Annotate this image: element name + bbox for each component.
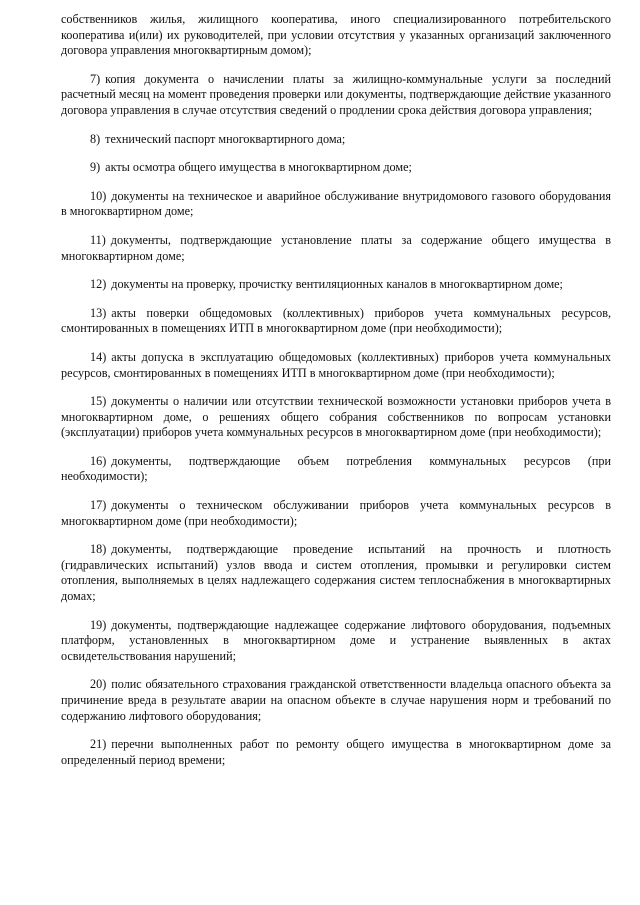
item-text: документы, подтверждающие объем потребления коммунальных ресурсов (при необходимости); — [61, 453, 611, 484]
item-number: 12) — [90, 277, 107, 292]
item-text: документы на техническое и аварийное обслуживание внутридомового газового оборудования в многоквартирном доме; — [61, 188, 611, 219]
item-text: перечни выполненных работ по ремонту общего имущества в многоквартирном доме за определенный период времени; — [61, 737, 611, 767]
item-number: 20) — [90, 677, 107, 692]
item-number: 13) — [90, 305, 107, 320]
item-number: 21) — [90, 737, 107, 752]
item-text: полис обязательного страхования гражданской ответственности владельца опасного объекта за причинение вреда в результате аварии на опасном объекте в случае нарушения норм и требований по содержанию лифтового оборудования; — [61, 677, 611, 723]
list-item-13 — [61, 306, 611, 337]
paragraph-text: собственников жилья, жилищного кооператива, иного специализированного потребительского кооператива и(или) их руководителей, при условии отсутствия у указанных организаций заключенного договора управления многоквартирным домом); — [61, 12, 611, 58]
item-text: документы, подтверждающие установление платы за содержание общего имущества в многоквартирном доме; — [61, 232, 611, 263]
item-number: 14) — [90, 349, 107, 364]
list-item-18 — [61, 542, 611, 604]
item-number: 9) — [90, 160, 101, 175]
item-text: документы на проверку, прочистку вентиляционных каналов в многоквартирном доме; — [111, 277, 563, 292]
item-number: 18) — [90, 542, 107, 557]
list-item-19 — [61, 618, 611, 665]
item-text: документы о техническом обслуживании приборов учета коммунальных ресурсов в многоквартирном доме (при необходимости); — [61, 498, 611, 528]
item-text: акты допуска в эксплуатацию общедомовых (коллективных) приборов учета коммунальных ресурсов, смонтированных в помещениях ИТП в многоквартирном доме (при необходимости); — [61, 349, 611, 380]
list-item-15 — [61, 394, 611, 441]
item-text: копия документа о начислении платы за жилищно-коммунальные услуги за последний расчетный месяц на момент проведения проверки или документы, подтверждающие действие указанного договора управления в случае отсутствия сведений о продлении срока действия договора управления; — [61, 71, 611, 117]
list-item-8 — [61, 132, 611, 148]
item-number: 19) — [90, 617, 107, 632]
item-text: документы о наличии или отсутствии технической возможности установки приборов учета в многоквартирном доме, о решениях общего собрания собственников по вопросам установки (эксплуатации) приборов учета коммунальных ресурсов в многоквартирном доме (при необходимости); — [61, 394, 611, 440]
list-item-10 — [61, 189, 611, 220]
item-text: документы, подтверждающие надлежащее содержание лифтового оборудования, подъемных платформ, установленных в многоквартирном доме и устранение выявленных в актах освидетельствования нарушений; — [61, 617, 611, 663]
item-number: 8) — [90, 131, 101, 146]
item-number: 7) — [90, 71, 101, 86]
item-number: 17) — [90, 498, 107, 513]
item-number: 15) — [90, 394, 107, 409]
item-text: технический паспорт многоквартирного дома; — [105, 131, 346, 146]
item-number: 16) — [90, 453, 107, 468]
item-number: 11) — [90, 232, 106, 247]
item-text: акты поверки общедомовых (коллективных) приборов учета коммунальных ресурсов, смонтированных в помещениях ИТП в многоквартирном доме (при необходимости); — [61, 305, 611, 336]
list-item-7 — [61, 72, 611, 119]
list-item-21 — [61, 737, 611, 768]
item-number: 10) — [90, 188, 107, 203]
paragraph-continuation — [61, 12, 611, 59]
list-item-20 — [61, 677, 611, 724]
list-item-17 — [61, 498, 611, 529]
item-text: акты осмотра общего имущества в многоквартирном доме; — [105, 160, 412, 175]
item-text: документы, подтверждающие проведение испытаний на прочность и плотность (гидравлических испытаний) узлов ввода и систем отопления, промывки и регулировки систем отопления, выполняемых в целях надлежащего содержания систем теплоснабжения в многоквартирных домах; — [61, 542, 611, 604]
list-item-11 — [61, 233, 611, 264]
list-item-9 — [61, 160, 611, 176]
document-page — [61, 12, 611, 781]
list-item-12 — [61, 277, 611, 293]
list-item-16 — [61, 454, 611, 485]
list-item-14 — [61, 350, 611, 381]
